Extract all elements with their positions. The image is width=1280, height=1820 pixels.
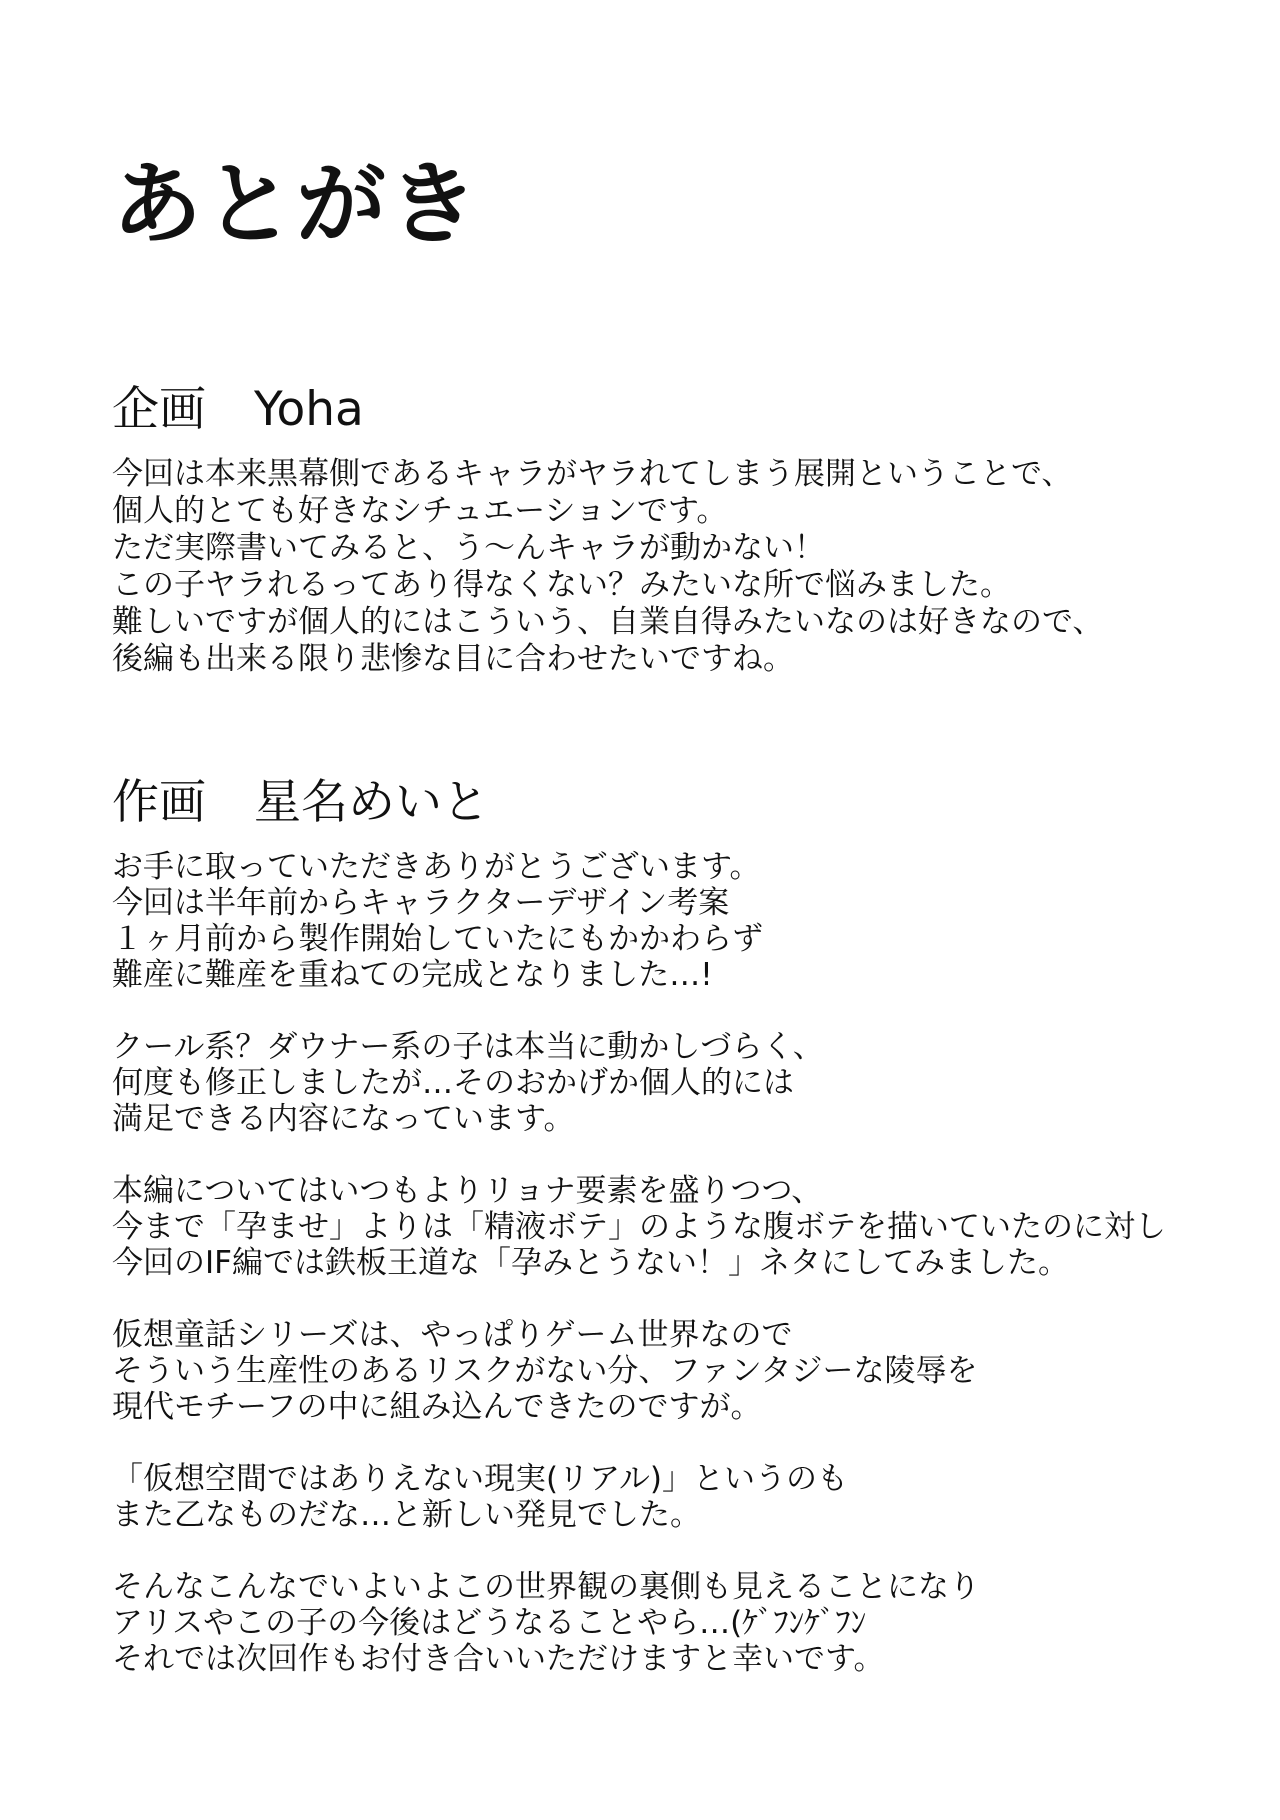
paragraph — [112, 1569, 1192, 1677]
text-line: そういう生産性のあるリスクがない分、ファンタジーな陵辱を — [112, 1353, 978, 1390]
text-line: 難しいですが個人的にはこういう、自業自得みたいなのは好きなので、 — [112, 604, 1104, 641]
text-line: 今回は半年前からキャラクターデザイン考案 — [112, 885, 730, 922]
text-line: お手に取っていただきありがとうございます。 — [112, 849, 761, 886]
text-line: 後編も出来る限り悲惨な目に合わせたいですね。 — [112, 641, 794, 678]
text-line: 今回のIF編では鉄板王道な「孕みとうない！」ネタにしてみました。 — [112, 1245, 1069, 1282]
text-line: 今まで「孕ませ」よりは「精液ボテ」のような腹ボテを描いていたのに対し — [112, 1209, 1166, 1246]
paragraph — [112, 1029, 1192, 1137]
text-line: １ヶ月前から製作開始していたにもかかわらず — [112, 921, 763, 958]
section-heading — [112, 775, 1192, 831]
paragraph — [112, 849, 1192, 993]
text-line: 仮想童話シリーズは、やっぱりゲーム世界なので — [112, 1317, 793, 1354]
text-line: 何度も修正しましたが…そのおかげか個人的には — [112, 1065, 794, 1102]
text-line: この子ヤラれるってあり得なくない？みたいな所で悩みました。 — [112, 567, 1011, 604]
paragraph — [112, 1461, 1192, 1533]
text-line: 個人的とても好きなシチュエーションです。 — [112, 493, 728, 530]
text-line: ただ実際書いてみると、う～んキャラが動かない！ — [112, 530, 825, 567]
section-author: Yoha — [254, 382, 364, 437]
paragraph — [112, 1173, 1192, 1281]
text-line: アリスやこの子の今後はどうなることやら…(ｹﾞﾌﾝｹﾞﾌﾝ — [112, 1605, 867, 1642]
text-line: 現代モチーフの中に組み込んできたのですが。 — [112, 1389, 762, 1426]
paragraph — [112, 456, 1192, 678]
section-author: 星名めいと — [254, 775, 489, 830]
text-line: そんなこんなでいよいよこの世界観の裏側も見えることになり — [112, 1569, 980, 1606]
text-line: 難産に難産を重ねての完成となりました…! — [112, 957, 713, 994]
text-line: 満足できる内容になっています。 — [112, 1101, 575, 1138]
text-line: クール系？ダウナー系の子は本当に動かしづらく、 — [112, 1029, 824, 1066]
text-line: また乙なものだな…と新しい発見でした。 — [112, 1497, 701, 1534]
section-role: 作画 — [112, 775, 206, 830]
section-role: 企画 — [112, 382, 206, 437]
section-artwork — [112, 775, 1192, 1677]
text-line: 「仮想空間ではありえない現実(リアル)」というのも — [112, 1461, 848, 1498]
text-line: それでは次回作もお付き合いいただけますと幸いです。 — [112, 1641, 885, 1678]
section-heading — [112, 382, 1192, 438]
text-line: 本編についてはいつもよりリョナ要素を盛りつつ、 — [112, 1173, 823, 1210]
page-title: あとがき — [112, 152, 480, 257]
section-planning — [112, 382, 1192, 678]
paragraph — [112, 1317, 1192, 1425]
text-line: 今回は本来黒幕側であるキャラがヤラれてしまう展開ということで、 — [112, 456, 1073, 493]
